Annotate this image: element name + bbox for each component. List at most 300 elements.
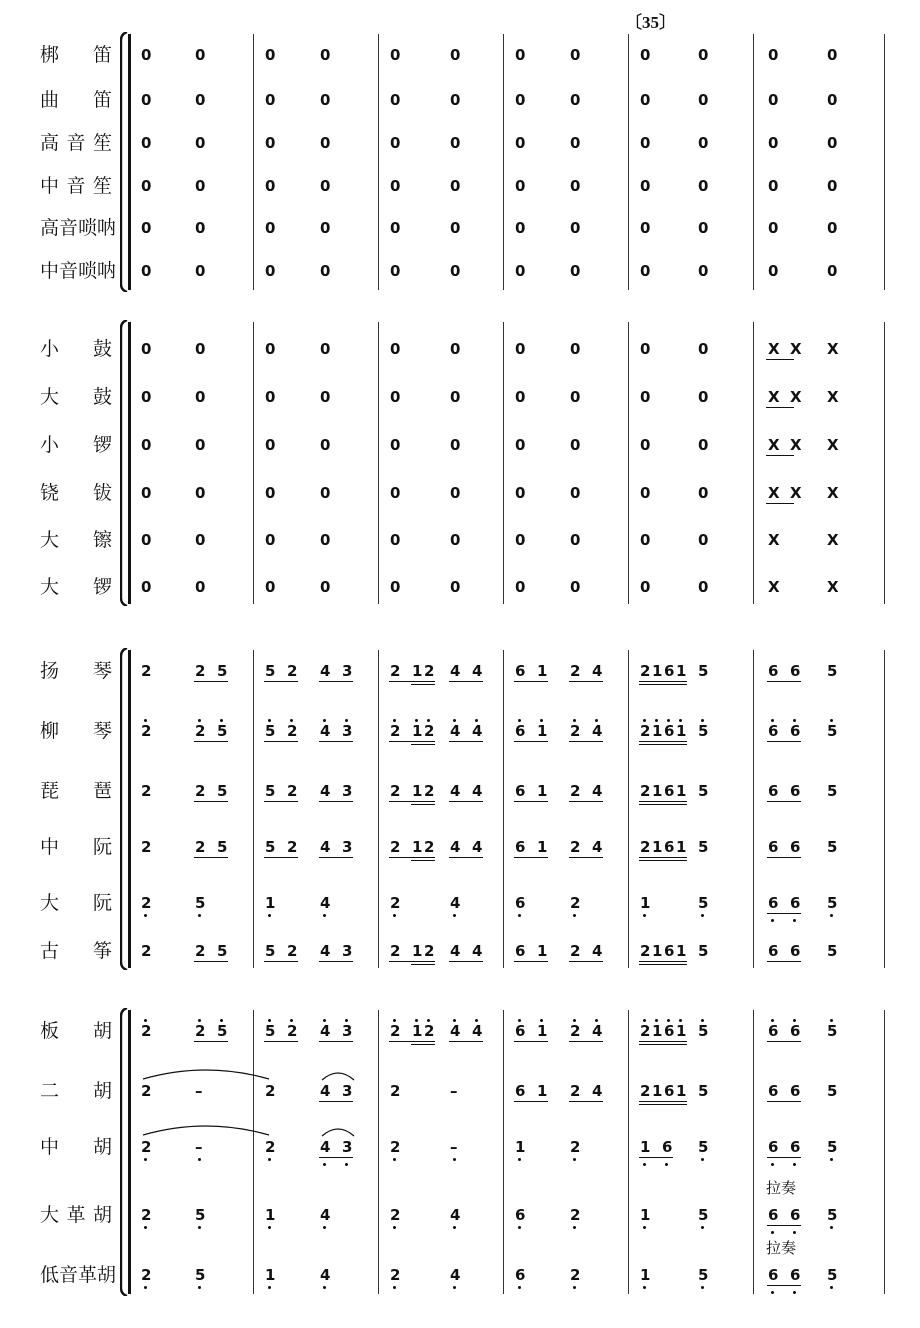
note-digit: 6	[515, 838, 526, 856]
octave-dot	[198, 1286, 201, 1289]
note-digit: 0	[265, 262, 276, 280]
instrument-name: 中 胡	[40, 1136, 112, 1158]
octave-dot	[771, 719, 774, 722]
note-digit: 0	[450, 219, 461, 237]
tie-curve	[141, 1123, 271, 1137]
note-digit: 5	[265, 1022, 276, 1040]
octave-dot	[793, 1163, 796, 1166]
octave-dot	[518, 1019, 521, 1022]
note-digit: 2	[390, 1022, 401, 1040]
note-digit: 0	[570, 262, 581, 280]
note-digit: X	[827, 388, 839, 406]
instrument-name: 柳 琴	[40, 720, 112, 742]
octave-dot	[655, 1019, 658, 1022]
note-digit: 2	[287, 722, 298, 740]
note-digit: 1	[652, 662, 663, 680]
beat-underline	[766, 407, 794, 408]
beat-underline	[264, 741, 298, 742]
note-digit: 6	[790, 1266, 801, 1284]
octave-dot	[665, 1163, 668, 1166]
note-digit: X	[768, 578, 780, 596]
note-digit: 2	[390, 838, 401, 856]
note-digit: 0	[698, 91, 709, 109]
instrument-name: 大 鼓	[40, 386, 112, 408]
note-digit: 2	[141, 1206, 152, 1224]
instrument-name: 铙 钹	[40, 482, 112, 504]
octave-dot	[453, 719, 456, 722]
barline	[753, 322, 754, 604]
beat-underline	[639, 860, 687, 861]
beat-underline	[639, 801, 687, 802]
note-digit: 1	[652, 782, 663, 800]
note-digit: 0	[195, 484, 206, 502]
note-digit: 2	[390, 1138, 401, 1156]
note-digit: 0	[827, 219, 838, 237]
note-digit: X	[768, 340, 780, 358]
octave-dot	[540, 1019, 543, 1022]
octave-dot	[830, 1226, 833, 1229]
note-digit: 1	[537, 1022, 548, 1040]
note-digit: 0	[390, 219, 401, 237]
note-digit: 0	[195, 436, 206, 454]
beat-underline	[449, 681, 483, 682]
note-digit: 4	[450, 1022, 461, 1040]
note-digit: 2	[390, 722, 401, 740]
note-digit: X	[827, 531, 839, 549]
tie-slur	[141, 1067, 271, 1086]
note-digit: 2	[195, 942, 206, 960]
note-digit: 1	[676, 722, 687, 740]
octave-dot	[540, 719, 543, 722]
octave-dot	[144, 1226, 147, 1229]
note-digit: 5	[265, 722, 276, 740]
note-digit: 0	[320, 262, 331, 280]
barline	[628, 322, 629, 604]
note-digit: X	[827, 484, 839, 502]
note-digit: 0	[390, 262, 401, 280]
beat-underline	[194, 857, 228, 858]
note-digit: 5	[217, 942, 228, 960]
note-digit: 4	[450, 722, 461, 740]
octave-dot	[345, 719, 348, 722]
note-digit: 6	[790, 722, 801, 740]
octave-dot	[573, 1286, 576, 1289]
beat-underline	[319, 857, 353, 858]
octave-dot	[595, 1019, 598, 1022]
note-digit: 0	[640, 219, 651, 237]
octave-dot	[573, 1226, 576, 1229]
barline	[753, 650, 754, 968]
beat-underline	[449, 741, 483, 742]
tie-curve	[141, 1067, 271, 1081]
note-digit: 0	[515, 388, 526, 406]
octave-dot	[220, 719, 223, 722]
note-digit: 5	[265, 662, 276, 680]
octave-dot	[393, 1286, 396, 1289]
note-digit: X	[768, 436, 780, 454]
beat-underline	[194, 961, 228, 962]
note-digit: 2	[424, 782, 435, 800]
octave-dot	[268, 914, 271, 917]
barline	[378, 1010, 379, 1294]
note-digit: 1	[537, 1082, 548, 1100]
note-digit: 0	[141, 531, 152, 549]
instrument-name: 中 阮	[40, 836, 112, 858]
note-digit: 0	[768, 219, 779, 237]
note-digit: 0	[390, 91, 401, 109]
note-digit: 1	[676, 782, 687, 800]
note-digit: 2	[141, 722, 152, 740]
note-digit: –	[450, 1138, 458, 1156]
note-digit: 0	[320, 177, 331, 195]
note-digit: 0	[390, 388, 401, 406]
beat-underline	[767, 961, 801, 962]
barline	[503, 1010, 504, 1294]
barline	[378, 34, 379, 290]
note-digit: 0	[515, 46, 526, 64]
barline	[884, 34, 885, 290]
note-digit: 0	[390, 134, 401, 152]
barline	[503, 34, 504, 290]
note-digit: 0	[515, 340, 526, 358]
beat-underline	[514, 681, 548, 682]
note-digit: 3	[342, 1082, 353, 1100]
beat-underline	[319, 1157, 353, 1158]
beat-underline	[767, 1157, 801, 1158]
note-digit: 0	[141, 388, 152, 406]
instrument-name: 中音笙	[40, 175, 112, 197]
note-digit: 0	[141, 436, 152, 454]
note-digit: 4	[320, 942, 331, 960]
note-digit: 4	[450, 894, 461, 912]
barline	[503, 650, 504, 968]
instrument-name: 板 胡	[40, 1020, 112, 1042]
brace-plucked	[120, 648, 128, 970]
instrument-name: 大 阮	[40, 892, 112, 914]
note-digit: 2	[287, 942, 298, 960]
octave-dot	[643, 1286, 646, 1289]
note-digit: 1	[652, 1022, 663, 1040]
note-digit: 1	[537, 782, 548, 800]
octave-dot	[144, 1158, 147, 1161]
note-digit: 0	[450, 484, 461, 502]
note-digit: 0	[515, 134, 526, 152]
beat-underline	[639, 741, 687, 742]
note-digit: X	[768, 388, 780, 406]
note-digit: 5	[827, 722, 838, 740]
beat-underline	[514, 801, 548, 802]
note-digit: 0	[827, 262, 838, 280]
note-digit: 0	[320, 91, 331, 109]
octave-dot	[701, 914, 704, 917]
note-digit: 0	[141, 177, 152, 195]
note-digit: 0	[390, 436, 401, 454]
note-digit: 0	[827, 46, 838, 64]
note-digit: 5	[827, 838, 838, 856]
note-digit: 6	[664, 722, 675, 740]
barline	[128, 322, 131, 604]
note-digit: 0	[390, 531, 401, 549]
octave-dot	[701, 1019, 704, 1022]
note-digit: 6	[790, 662, 801, 680]
octave-dot	[323, 1019, 326, 1022]
note-digit: 6	[664, 662, 675, 680]
octave-dot	[453, 914, 456, 917]
octave-dot	[345, 1163, 348, 1166]
instrument-name: 高音唢呐	[40, 217, 117, 239]
barline	[128, 34, 131, 290]
beat-underline	[389, 681, 435, 682]
note-digit: 2	[640, 722, 651, 740]
beat-underline	[319, 961, 353, 962]
note-digit: 0	[515, 578, 526, 596]
note-digit: 0	[570, 436, 581, 454]
note-digit: 1	[640, 1266, 651, 1284]
note-digit: 0	[570, 388, 581, 406]
octave-dot	[595, 719, 598, 722]
note-digit: 0	[265, 436, 276, 454]
beat-underline	[514, 857, 548, 858]
note-digit: 5	[827, 1206, 838, 1224]
note-digit: 4	[320, 1138, 331, 1156]
note-digit: 6	[768, 942, 779, 960]
note-digit: 6	[515, 1266, 526, 1284]
beat-underline	[767, 1041, 801, 1042]
beat-underline	[639, 1041, 687, 1042]
note-digit: 2	[195, 838, 206, 856]
note-digit: 0	[640, 388, 651, 406]
note-digit: 4	[320, 1082, 331, 1100]
octave-dot	[518, 719, 521, 722]
note-digit: 2	[390, 782, 401, 800]
octave-dot	[679, 1019, 682, 1022]
note-digit: 6	[515, 894, 526, 912]
brace-shape	[120, 320, 128, 606]
note-digit: 1	[676, 1022, 687, 1040]
note-digit: 2	[640, 942, 651, 960]
bowing-annotation: 拉奏	[766, 1239, 797, 1257]
note-digit: 2	[640, 1022, 651, 1040]
note-digit: 0	[450, 340, 461, 358]
octave-dot	[518, 914, 521, 917]
note-digit: 2	[141, 894, 152, 912]
octave-dot	[573, 914, 576, 917]
note-digit: 5	[195, 1266, 206, 1284]
note-digit: 0	[320, 388, 331, 406]
octave-dot	[643, 914, 646, 917]
note-digit: 0	[698, 578, 709, 596]
note-digit: 0	[141, 262, 152, 280]
note-digit: 2	[390, 894, 401, 912]
note-digit: 0	[141, 484, 152, 502]
note-digit: 0	[827, 134, 838, 152]
note-digit: 2	[287, 838, 298, 856]
beat-underline	[514, 961, 548, 962]
note-digit: 4	[472, 782, 483, 800]
beat-underline	[766, 503, 794, 504]
slur-curve	[320, 1070, 356, 1082]
octave-dot	[268, 1158, 271, 1161]
instrument-name: 古 筝	[40, 940, 112, 962]
beat-underline	[569, 857, 603, 858]
octave-dot	[393, 1158, 396, 1161]
note-digit: 4	[320, 1022, 331, 1040]
note-digit: 4	[592, 722, 603, 740]
note-digit: 0	[450, 531, 461, 549]
octave-dot	[518, 1158, 521, 1161]
instrument-name: 低音革胡	[40, 1264, 117, 1286]
note-digit: 2	[287, 1022, 298, 1040]
barline	[378, 322, 379, 604]
beat-underline	[767, 857, 801, 858]
note-digit: 2	[141, 942, 152, 960]
note-digit: 0	[265, 531, 276, 549]
instrument-name: 梆 笛	[40, 44, 112, 66]
note-digit: 0	[640, 91, 651, 109]
beat-underline	[639, 681, 687, 682]
instrument-name: 扬 琴	[40, 660, 112, 682]
note-digit: 0	[141, 340, 152, 358]
note-digit: 0	[768, 262, 779, 280]
note-digit: 0	[640, 436, 651, 454]
octave-dot	[453, 1019, 456, 1022]
beat-underline	[389, 961, 435, 962]
note-digit: 0	[265, 177, 276, 195]
note-digit: 6	[790, 838, 801, 856]
beat-underline	[194, 1041, 228, 1042]
note-digit: 2	[570, 722, 581, 740]
note-digit: X	[768, 531, 780, 549]
note-digit: 4	[592, 1022, 603, 1040]
note-digit: X	[827, 436, 839, 454]
note-digit: 4	[320, 1206, 331, 1224]
note-digit: 0	[320, 531, 331, 549]
note-digit: 0	[141, 578, 152, 596]
octave-dot	[679, 719, 682, 722]
note-digit: –	[195, 1082, 203, 1100]
note-digit: 4	[320, 1266, 331, 1284]
beat-underline	[411, 744, 435, 745]
note-digit: X	[790, 388, 802, 406]
note-digit: X	[827, 578, 839, 596]
beat-underline	[194, 741, 228, 742]
barline	[884, 1010, 885, 1294]
note-digit: 0	[195, 219, 206, 237]
note-digit: 0	[265, 340, 276, 358]
barline	[253, 34, 254, 290]
note-digit: 6	[515, 722, 526, 740]
octave-dot	[830, 719, 833, 722]
note-digit: 4	[472, 838, 483, 856]
note-digit: 6	[515, 1022, 526, 1040]
note-digit: 2	[287, 662, 298, 680]
note-digit: 2	[265, 1082, 276, 1100]
note-digit: 0	[390, 340, 401, 358]
note-digit: 0	[768, 177, 779, 195]
note-digit: 0	[320, 46, 331, 64]
note-digit: 0	[698, 219, 709, 237]
octave-dot	[830, 1019, 833, 1022]
octave-dot	[573, 719, 576, 722]
barline	[628, 34, 629, 290]
note-digit: 0	[320, 340, 331, 358]
note-digit: 2	[141, 838, 152, 856]
octave-dot	[701, 1158, 704, 1161]
note-digit: 4	[320, 782, 331, 800]
octave-dot	[830, 1286, 833, 1289]
note-digit: 5	[698, 1022, 709, 1040]
note-digit: 1	[640, 894, 651, 912]
note-digit: 2	[390, 1266, 401, 1284]
note-digit: 4	[450, 942, 461, 960]
octave-dot	[290, 1019, 293, 1022]
beat-underline	[389, 741, 435, 742]
note-digit: 0	[698, 484, 709, 502]
octave-dot	[415, 719, 418, 722]
note-digit: 0	[265, 46, 276, 64]
note-digit: 5	[698, 838, 709, 856]
beat-underline	[639, 961, 687, 962]
note-digit: 4	[320, 894, 331, 912]
note-digit: 6	[790, 942, 801, 960]
note-digit: 2	[570, 1022, 581, 1040]
note-digit: 0	[450, 578, 461, 596]
octave-dot	[667, 1019, 670, 1022]
octave-dot	[643, 719, 646, 722]
barline	[884, 322, 885, 604]
note-digit: 2	[640, 662, 651, 680]
octave-dot	[198, 719, 201, 722]
note-digit: 3	[342, 1022, 353, 1040]
octave-dot	[643, 1226, 646, 1229]
beat-underline	[639, 964, 687, 965]
beat-underline	[411, 860, 435, 861]
note-digit: 4	[472, 662, 483, 680]
note-digit: 2	[390, 1206, 401, 1224]
note-digit: 0	[450, 177, 461, 195]
octave-dot	[427, 1019, 430, 1022]
note-digit: 4	[472, 1022, 483, 1040]
instrument-name: 大 镲	[40, 529, 112, 551]
note-digit: 0	[768, 46, 779, 64]
note-digit: 0	[640, 262, 651, 280]
note-digit: 0	[640, 177, 651, 195]
note-digit: 5	[698, 1206, 709, 1224]
octave-dot	[323, 719, 326, 722]
beat-underline	[264, 961, 298, 962]
bowing-annotation: 拉奏	[766, 1179, 797, 1197]
octave-dot	[793, 919, 796, 922]
note-digit: 5	[265, 838, 276, 856]
note-digit: 6	[664, 1022, 675, 1040]
note-digit: 5	[827, 782, 838, 800]
note-digit: 0	[195, 340, 206, 358]
note-digit: 2	[570, 894, 581, 912]
note-digit: 6	[664, 782, 675, 800]
beat-underline	[264, 857, 298, 858]
note-digit: 0	[320, 436, 331, 454]
note-digit: 0	[450, 388, 461, 406]
note-digit: 1	[537, 662, 548, 680]
note-digit: 2	[141, 1082, 152, 1100]
note-digit: 2	[141, 662, 152, 680]
note-digit: 4	[450, 1266, 461, 1284]
barline	[753, 34, 754, 290]
beat-underline	[514, 1101, 548, 1102]
note-digit: 1	[412, 1022, 423, 1040]
beat-underline	[449, 961, 483, 962]
note-digit: 6	[768, 1022, 779, 1040]
